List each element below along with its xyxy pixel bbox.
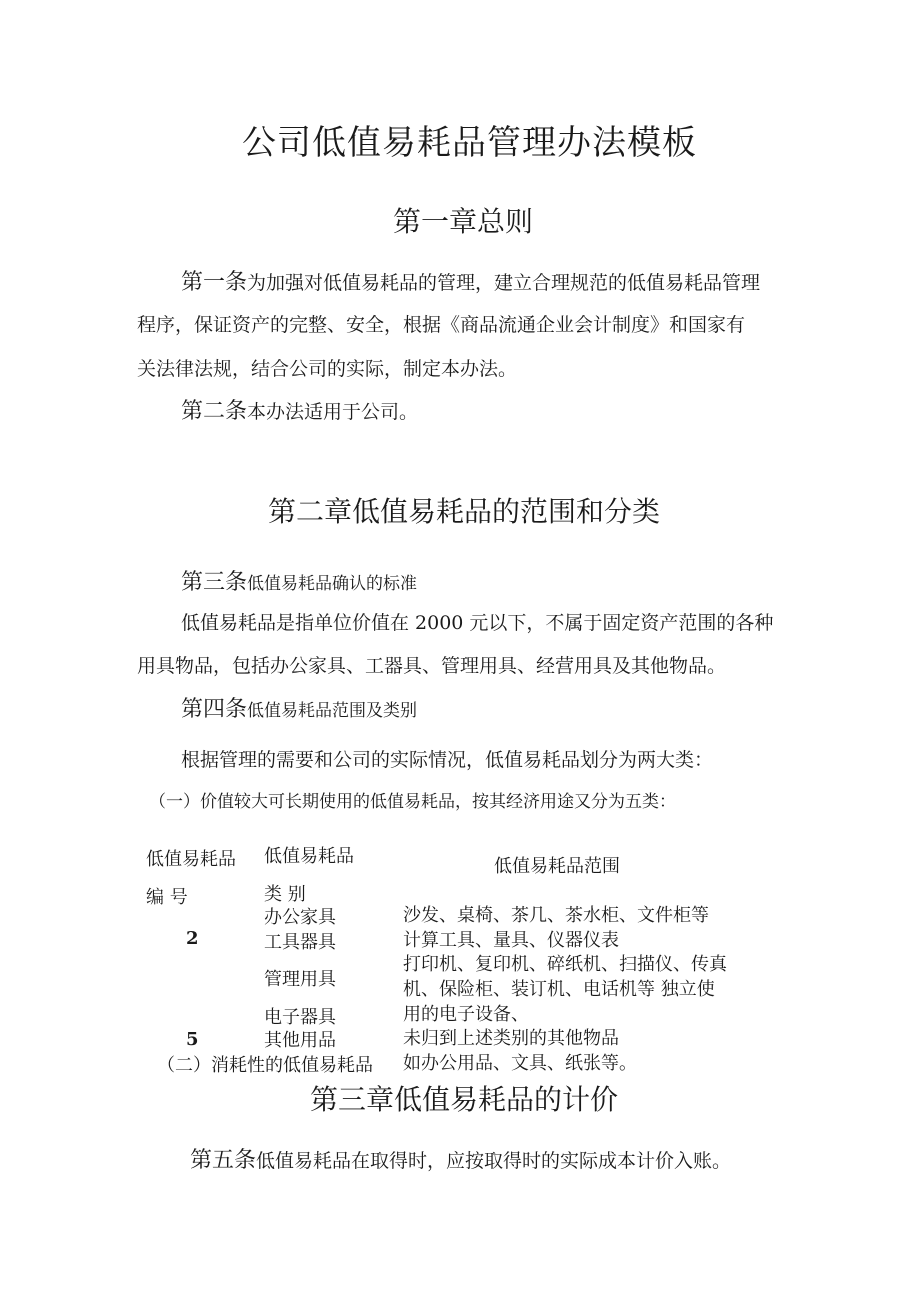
table-cell-scope: 沙发、桌椅、茶几、茶水柜、文件柜等	[403, 905, 709, 926]
article-4	[181, 699, 417, 721]
table-cell-category: 工具器具	[264, 932, 336, 953]
article-5-text: 低值易耗品在取得时，应按取得时的实际成本计价入账。	[256, 1150, 732, 1172]
table-cell-number: 2	[186, 928, 199, 949]
article-3-text: 低值易耗品确认的标准	[247, 574, 418, 594]
chapter-3-heading: 第三章低值易耗品的计价	[310, 1083, 619, 1116]
article-2	[181, 401, 418, 423]
article-3	[181, 572, 417, 594]
table-header-number-2: 编 号	[146, 887, 188, 908]
chapter-2-heading: 第二章低值易耗品的范围和分类	[268, 495, 661, 528]
table-header-category-2: 类 别	[264, 884, 306, 905]
article-4-line-1: 根据管理的需要和公司的实际情况，低值易耗品划分为两大类：	[181, 749, 714, 771]
table-cell-scope: 用的电子设备、	[403, 1004, 529, 1025]
table-cell-category: 办公家具	[264, 907, 336, 928]
table-header-number-1: 低值易耗品	[146, 849, 236, 870]
table-cell-scope: 机、保险柜、装订机、电话机等 独立使	[403, 979, 715, 1000]
table-cell-scope: 如办公用品、文具、纸张等。	[403, 1053, 637, 1074]
article-5-label: 第五条	[190, 1148, 257, 1173]
article-1-line-1	[181, 272, 760, 294]
article-1-text-1: 为加强对低值易耗品的管理，建立合理规范的低值易耗品管理	[247, 272, 761, 294]
table-header-category-1: 低值易耗品	[264, 846, 354, 867]
table-cell-category: （二）消耗性的低值易耗品	[157, 1055, 373, 1076]
article-5	[190, 1150, 731, 1172]
article-1-line-3: 关法律法规，结合公司的实际，制定本办法。	[137, 358, 518, 380]
article-3-label: 第三条	[181, 570, 248, 595]
article-2-text: 本办法适用于公司。	[247, 401, 419, 423]
table-cell-scope: 未归到上述类别的其他物品	[403, 1028, 619, 1049]
table-cell-scope: 计算工具、量具、仪器仪表	[403, 930, 619, 951]
table-header-scope: 低值易耗品范围	[494, 856, 620, 877]
table-cell-scope: 打印机、复印机、碎纸机、扫描仪、传真	[403, 954, 727, 975]
article-1-line-2: 程序，保证资产的完整、安全，根据《商品流通企业会计制度》和国家有	[137, 314, 746, 336]
table-cell-category: 管理用具	[264, 969, 336, 990]
chapter-1-heading: 第一章总则	[393, 205, 534, 238]
article-3-line-2: 用具物品，包括办公家具、工器具、管理用具、经营用具及其他物品。	[137, 655, 727, 677]
table-cell-category: 其他用品	[264, 1030, 336, 1051]
document-title: 公司低值易耗品管理办法模板	[242, 123, 697, 163]
article-4-label: 第四条	[181, 697, 248, 722]
article-3-line-1: 低值易耗品是指单位价值在 2000 元以下，不属于固定资产范围的各种	[181, 612, 774, 634]
article-2-label: 第二条	[181, 399, 248, 424]
table-cell-number: 5	[186, 1029, 199, 1050]
article-1-label: 第一条	[181, 270, 248, 295]
article-4-line-2: （一）价值较大可长期使用的低值易耗品，按其经济用途又分为五类：	[149, 792, 676, 812]
table-cell-category: 电子器具	[264, 1007, 336, 1028]
article-4-text: 低值易耗品范围及类别	[247, 701, 418, 721]
